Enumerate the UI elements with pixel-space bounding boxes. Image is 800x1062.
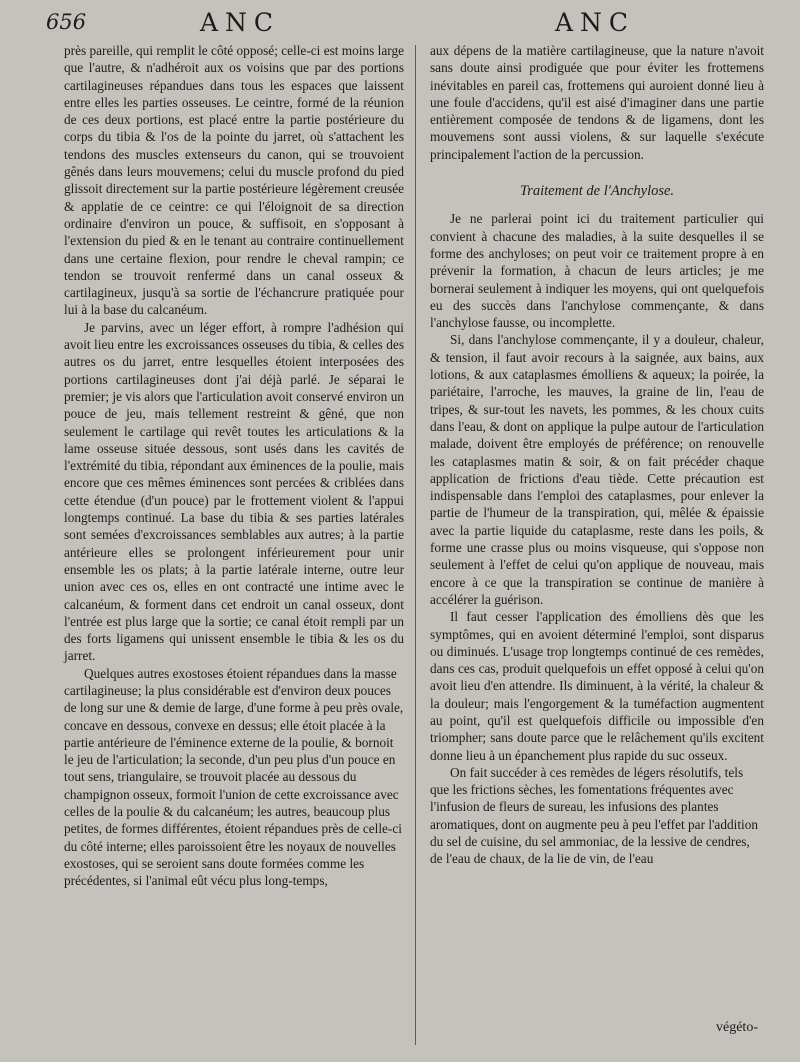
catchword: végéto-	[716, 1020, 758, 1035]
running-head-left: ANC	[200, 8, 281, 37]
column-divider	[415, 45, 416, 1045]
running-head-right: ANC	[555, 8, 636, 37]
page-number: 656	[46, 10, 87, 34]
section-title: Traitement de l'Anchylose.	[519, 183, 675, 200]
paragraph: Si, dans l'anchylose commençante, il y a douleur, chaleur, & tension, il faut avoir recours à la saignée, aux bains, aux lotions, & aux cataplasmes émolliens & aqueux; la poirée, la pariétaire, l'arroche, les mauves, la graine de lin, l'eau de tripes, & sur-tout les navets, les pommes, & les choux cuits dans l'eau, & dont on applique la pulpe autour de l'articulation malade, doivent être employés de préférence; on renouvelle les cataplasmes matin & soir, & on fait précéder chaque application de frictions d'eau tiède. Cette précaution est indispensable dans l'emploi des cataplasmes, pour enlever la partie de l'humeur de la transpiration, qui, mêlée & épaissie avec la partie liquide du cataplasme, reste dans les poils, & forme une crasse plus ou moins visqueuse, qui s'oppose non seulement à l'effet de celui qu'on applique de nouveau, mais encore à ce que la transpiration se continue de manière à accélérer la guérison.	[430, 332, 764, 607]
paragraph: près pareille, qui remplit le côté opposé; celle-ci est moins large que l'autre, & n'adhéroit aux os voisins que par des portions cartilagineuses répandues dans tous les espaces que laissent entre elles les parties osseuses. Le ceintre, formé de la réunion de ces deux portions, est placé entre la partie postérieure du corps du tibia & l'os de la pointe du jarret, où s'attachent les tendons des muscles extenseurs du canon, qui se trouvoient gênés dans leurs mouvemens; celui du muscle profond du pied glissoit directement sur la partie postérieure légèrement creusée & applatie de ce ceintre: ce qui l'éloignoit de sa direction ordinaire d'environ un pouce, & suffisoit, en s'opposant à l'extension du pied & en le tenant au contraire continuellement dans une certaine flexion, pour rendre le cheval rampin; ce tendon se trouvoit renfermé dans un canal osseux & cartilagineux, jusqu'à sa sortie de l'échancrure pratiquée pour lui à la base du calcanéum.	[64, 43, 404, 318]
paragraph: On fait succéder à ces remèdes de légers résolutifs, tels que les frictions sèches, les fomentations fréquentes avec l'infusion de fleurs de sureau, les infusions des plantes aromatiques, dont on augmente peu à peu l'effet par l'addition du sel de cuisine, du sel ammoniac, de la lessive de cendres, de l'eau de chaux, de la lie de vin, de l'eau	[430, 764, 759, 867]
paragraph: Je ne parlerai point ici du traitement particulier qui convient à chacune des maladies, à la suite desquelles il se forme des anchyloses; on peut voir ce traitement propre à en prévenir la formation, à chacun de leurs articles; je me bornerai seulement à indiquer les moyens, qui ont quelquefois eu des succès dans l'anchylose commençante, & dans l'anchylose fausse, ou incomplette.	[430, 211, 764, 331]
paragraph: aux dépens de la matière cartilagineuse, que la nature n'avoit sans doute ainsi prodiguée que pour éviter les frottemens inévitables en pareil cas, frottemens qui auroient donné lieu à une foule d'accidens, qu'il est aisé d'imaginer dans une partie entièrement composée de tendons & de ligamens, dont les mouvemens sont aussi violens, & sur laquelle s'exécute principalement l'action de la percussion.	[430, 43, 764, 162]
page-header	[0, 8, 800, 38]
right-column	[430, 42, 764, 868]
paragraph: Je parvins, avec un léger effort, à rompre l'adhésion qui avoit lieu entre les excroissances osseuses du tibia, & celles des autres os du jarret, entre lesquelles étoient interposées des portions cartilagineuses dont j'ai déjà parlé. Je séparai le premier; je vis alors que l'articulation avoit conservé environ un pouce de jeu, mais tellement restreint & gêné, que non seulement le cartilage qui revêt toutes les articulations & la lame osseuse située dessous, sont usés dans les cavités de l'extrémité du tibia, répondant aux éminences de la poulie, mais encore que ces mêmes éminences sont percées & criblées dans cette étendue (d'un pouce) par le frottement violent & l'appui longtemps continué. La base du tibia & ses parties latérales sont semées d'excroissances semblables aux autres; à la partie antérieure elles se prolongent inférieurement pour unir ensemble les os plats; à la partie latérale interne, outre leur union avec ces os, elles en ont contracté une intime avec le calcanéum, & forment dans cet endroit un canal osseux, dont l'entrée est plus large que la sortie; ce canal étoit rempli par un des forts ligamens qui unissent ensemble le tibia & les os du jarret.	[64, 319, 404, 664]
paragraph: Quelques autres exostoses étoient répandues dans la masse cartilagineuse; la plus considérable est d'environ deux pouces de long sur une & demie de large, d'une forme à peu près ovale, concave en dessous, convexe en dessus; elle étoit placée à la partie antérieure de l'éminence externe de la poulie, & bornoit le jeu de l'articulation; la seconde, d'un peu plus d'un pouce en tout sens, triangulaire, se trouvoit placée au dessous du champignon osseux, formoit l'union de cette excroissance avec celles de la poulie & du calcanéum; les autres, beaucoup plus petites, de formes différentes, étoient répandues près de celle-ci du côté interne; elles paroissoient être les noyaux de nouvelles exostoses, qui se seroient sans doute formées comme les précédentes, si l'animal eût vécu plus long-temps,	[64, 665, 404, 889]
left-column	[64, 42, 404, 890]
paragraph: Il faut cesser l'application des émolliens dès que les symptômes, qui en avoient déterminé l'emploi, sont disparus ou diminués. L'usage trop longtemps continué de ces remèdes, dans ces cas, produit quelquefois un effet opposé à celui qu'on avoit lieu d'en attendre. Ils diminuent, à la vérité, la chaleur & la douleur; mais l'engorgement & la tuméfaction augmentent au point, qu'il est quelquefois difficile ou impossible d'en triompher; sans doute parce que le relâchement qu'ils excitent donne lieu à un épanchement plus rapide du suc osseux.	[430, 609, 764, 763]
